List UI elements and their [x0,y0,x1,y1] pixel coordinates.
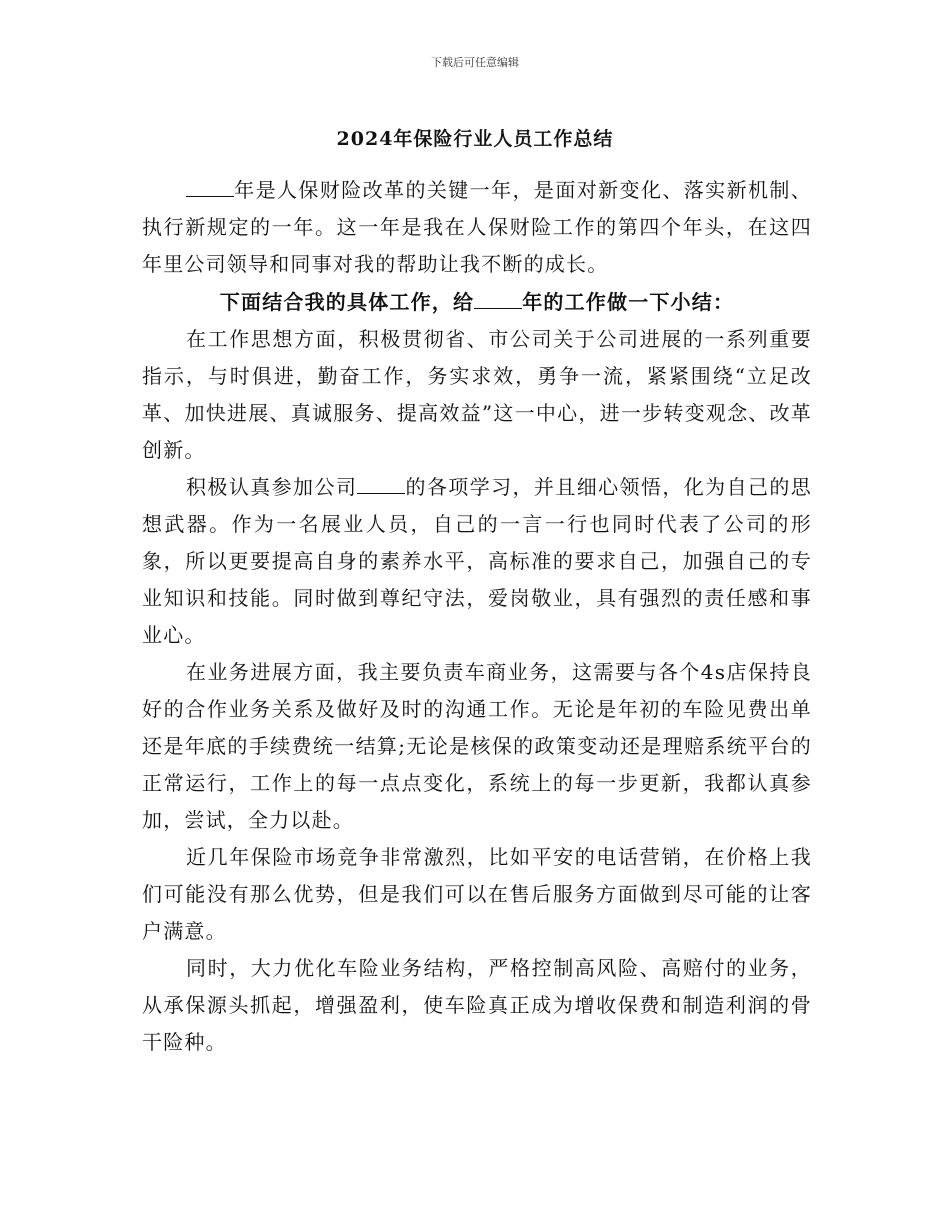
header-note: 下载后可任意编辑 [431,56,519,69]
paragraph-structure: 同时，大力优化车险业务结构，严格控制高风险、高赔付的业务，从承保源头抓起，增强盈利，使车险真正成为增收保费和制造利润的骨干险种。 [142,956,812,1054]
blank-underline [357,492,405,494]
paragraph-text-after: 的各项学习，并且细心领悟，化为自己的思想武器。作为一名展业人员，自己的一言一行也同时代表了公司的形象，所以更要提高自身的素养水平，高标准的要求自己，加强自己的专业知识和技能。同时做到尊纪守法，爱岗敬业，具有强烈的责任感和事业心。 [142,475,812,647]
paragraph-business: 在业务进展方面，我主要负责车商业务，这需要与各个4s店保持良好的合作业务关系及做好及时的沟通工作。无论是年初的车险见费出单还是年底的手续费统一结算;无论是核保的政策变动还是理赔系统平台的正常运行，工作上的每一点点变化，系统上的每一步更新，我都认真参加，尝试，全力以赴。 [142,660,812,832]
paragraph-thought: 在工作思想方面，积极贯彻省、市公司关于公司进展的一系列重要指示，与时俱进，勤奋工作，务实求效，勇争一流，紧紧围绕“立足改革、加快进展、真诚服务、提高效益”这一中心，进一步转变观念、改革创新。 [142,327,812,462]
blank-underline [474,307,522,309]
subheading-text-before: 下面结合我的具体工作，给 [219,290,475,314]
paragraph-study [142,469,812,654]
paragraph-text-before: 积极认真参加公司 [186,475,358,499]
blank-underline [186,195,234,197]
paragraph-text: 年是人保财险改革的关键一年，是面对新变化、落实新机制、执行新规定的一年。这一年是我在人保财险工作的第四个年头，在这四年里公司领导和同事对我的帮助让我不断的成长。 [142,178,812,276]
paragraph-market: 近几年保险市场竞争非常激烈，比如平安的电话营销，在价格上我们可能没有那么优势，但是我们可以在售后服务方面做到尽可能的让客户满意。 [142,845,812,943]
document-body [142,172,812,1061]
document-title: 2024年保险行业人员工作总结 [336,128,614,150]
section-subheading [142,283,812,321]
paragraph-intro [142,172,812,283]
subheading-text-after: 年的工作做一下小结： [522,290,735,314]
